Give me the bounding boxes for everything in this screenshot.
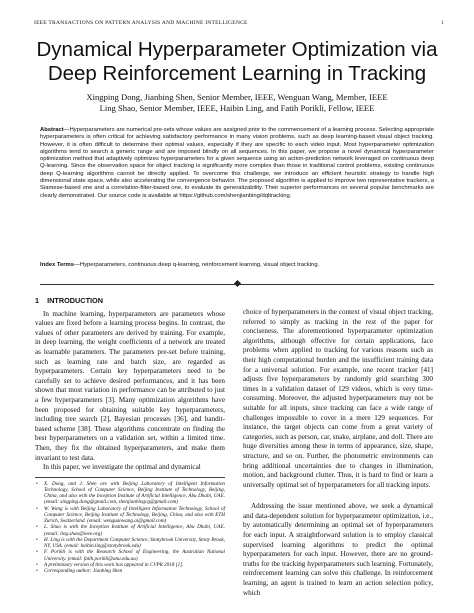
footnote — [35, 506, 225, 525]
page-number: 1 — [441, 20, 444, 26]
paragraph: In machine learning, hyperparameters are parameters whose values are fixed before a learning process begins. In contrast, the values of other parameters are derived by training. For example, in deep learning, the weight coefficients of a network are treated as learnable parameters. The parameters pre-set before training, such as learning rate and batch size, are regarded as hyperparameters. Certain key hyperparameters need to be carefully set to achieve desired performances, and it has been shown that most variation in performance can be attributed to just a few hyperparameters [3]. Many optimization algorithms have been proposed for obtaining suitable key hyperparameters, including tree search [2], Bayesian processes [36], and bandit-based scheme [38]. These algorithms concentrate on finding the best hyperparameters on a validation set, within a limited time. Then, they fix the obtained hyperparameters, and make them invariant to test data. — [35, 309, 225, 462]
bullet-icon: • — [36, 524, 38, 531]
authors-line-1: Xingping Dong, Jianbing Shen, Senior Member, IEEE, Wenguan Wang, Member, IEEE — [86, 92, 388, 102]
bullet-icon: • — [36, 536, 38, 543]
footnote — [35, 568, 225, 574]
footnote-text: W. Wang is with Beijing Laboratory of Intelligent Information Technology, School of Computer Science, Beijing Institute of Technology, Beijing, China, and also with ETH Zurich, Switzerland. (email: wenguanwang.ai@gmail.com) — [44, 505, 225, 525]
title-line-1: Dynamical Hyperparameter Optimization via — [36, 38, 438, 61]
footnote-text: F. Porikli is with the Research School of Engineering, the Australian National University. (email: fatih.porikli@anu.edu.au) — [44, 549, 225, 562]
index-terms — [40, 262, 434, 269]
footnote-text: L. Shao is with the Inception Institute of Artificial Intelligence, Abu Dhabi, UAE. (email: ling.shao@ieee.org) — [44, 524, 225, 537]
bullet-icon: • — [36, 480, 38, 487]
footnote — [35, 524, 225, 537]
footnote-text: X. Dong, and J. Shen are with Beijing Laboratory of Intelligent Information Technology, School of Computer Science, Beijing Institute of Technology, Beijing, China, and also with the Inception Institute of Artificial Intelligence, Abu Dhabi, UAE. (email: xingping.dong@gmail.com, shenjianbingcg@gmail.com) — [44, 480, 225, 506]
authors-line-2: Ling Shao, Senior Member, IEEE, Haibin Ling, and Fatih Porikli, Fellow, IEEE — [99, 103, 375, 113]
journal-name: IEEE TRANSACTIONS ON PATTERN ANALYSIS AND MACHINE INTELLIGENCE — [34, 20, 248, 26]
right-column — [243, 308, 433, 598]
section-title: INTRODUCTION — [47, 296, 104, 305]
index-terms-label: Index Terms — [40, 262, 74, 268]
index-terms-text: —Hyperparameters, continuous deep q-learning, reinforcement learning, visual object tracking. — [74, 262, 320, 268]
abstract-text: —Hyperparameters are numerical pre-sets whose values are assigned prior to the commencement of a learning process. Selecting appropriate hyperparameters is often critical for achieving satisfactory performance in many vision problems, such as deep learning-based visual object tracking. However, it is often difficult to determine their optimal values, especially if they are specific to each video input. Most hyperparameter optimization algorithms tend to search a generic range and are imposed blindly on all sequences. In this paper, we propose a novel dynamical hyperparameter optimization method that adaptively optimizes hyperparameters for a given sequence using an action-prediction network leveraged on continuous deep Q-learning. Since the observation space for object tracking is significantly more complex than those in traditional control problems, existing continuous deep Q-learning algorithms cannot be directly applied. To overcome this challenge, we introduce an efficient heuristic strategy to handle high dimensional state space, while also accelerating the convergence behavior. The proposed algorithm is applied to improve two representative trackers, a Siamese-based one and a correlation-filter-based one, to evaluate its generalizability. Their superior performances on several popular benchmarks are clearly demonstrated. Our source code is available at https://github.com/shenjianbing/dqltracking. — [40, 127, 434, 199]
paper-title — [20, 38, 454, 86]
bullet-icon: • — [36, 505, 38, 512]
bullet-icon: • — [36, 549, 38, 556]
abstract-label: Abstract — [40, 127, 64, 133]
footnote-text: Corresponding author: Jianbing Shen — [44, 568, 123, 575]
footnotes — [35, 481, 225, 575]
footnote — [35, 549, 225, 562]
bullet-icon: • — [36, 561, 38, 568]
diamond-ornament-icon — [233, 280, 240, 287]
running-header — [34, 20, 444, 26]
abstract — [40, 127, 434, 200]
left-column — [35, 296, 225, 574]
footnote-text: H. Ling is with the Department Computer Science, Stonybrook University, Stony Brook, NY, USA. (email: haibin.ling@stonybrook.edu) — [44, 536, 225, 550]
section-divider — [40, 281, 434, 287]
footnote-rule — [35, 477, 225, 478]
footnote — [35, 481, 225, 506]
paragraph-gap — [243, 490, 433, 502]
bullet-icon: • — [36, 568, 38, 575]
section-number: 1 — [35, 296, 40, 305]
paragraph: Addressing the issue mentioned above, we seek a dynamical and data-dependent solution for hyperparameter optimization, i.e., by automatically determining an optimal set of hyperparameters for each input. A straightforward solution is to employ classical supervised learning algorithms to predict the optimal hyperparameters for each input. However, there are no ground-truths for the tracking hyperparameters such learning. Fortunately, reinforcement learning can solve this challenge. In reinforcement learning, an agent is trained to learn an action selection policy, which — [243, 502, 433, 597]
author-list — [30, 92, 444, 114]
title-line-2: Deep Reinforcement Learning in Tracking — [47, 62, 427, 85]
footnote-text: A preliminary version of this work has appeared in CVPR 2018 [1]. — [44, 561, 184, 568]
section-heading — [35, 296, 225, 306]
paragraph: In this paper, we investigate the optimal and dynamical — [43, 463, 201, 472]
footnote — [35, 537, 225, 550]
paragraph: choice of hyperparameters in the context of visual object tracking, referred to simply as tracking in the rest of the paper for conciseness. The aforementioned hyperparameter optimization algorithms, although effective for certain applications, face problems when applied to tracking for various reasons such as their high computational burden and the insufficient training data for a universal solution. For example, one recent tracker [41] adjusts five hyperparameters by randomly grid searching 300 times in a validation dataset of 129 videos, which is very time-consuming. Moreover, the adjusted hyperparameters may not be suitable for all inputs, since tracking can face a wide range of challenges impossible to cover in a mere 129 sequences. For instance, the target objects can come from a great variety of categories, such as person, car, snake, airplane, and doll. There are huge diversities among these in terms of appearance, size, shape, structure, and so on. Further, the photometric environments can bring additional uncertainties due to changes in illumination, motion, and background clutter. Thus, it is hard to find or learn a universally optimal set of hyperparameters for all tracking inputs. — [243, 308, 433, 489]
